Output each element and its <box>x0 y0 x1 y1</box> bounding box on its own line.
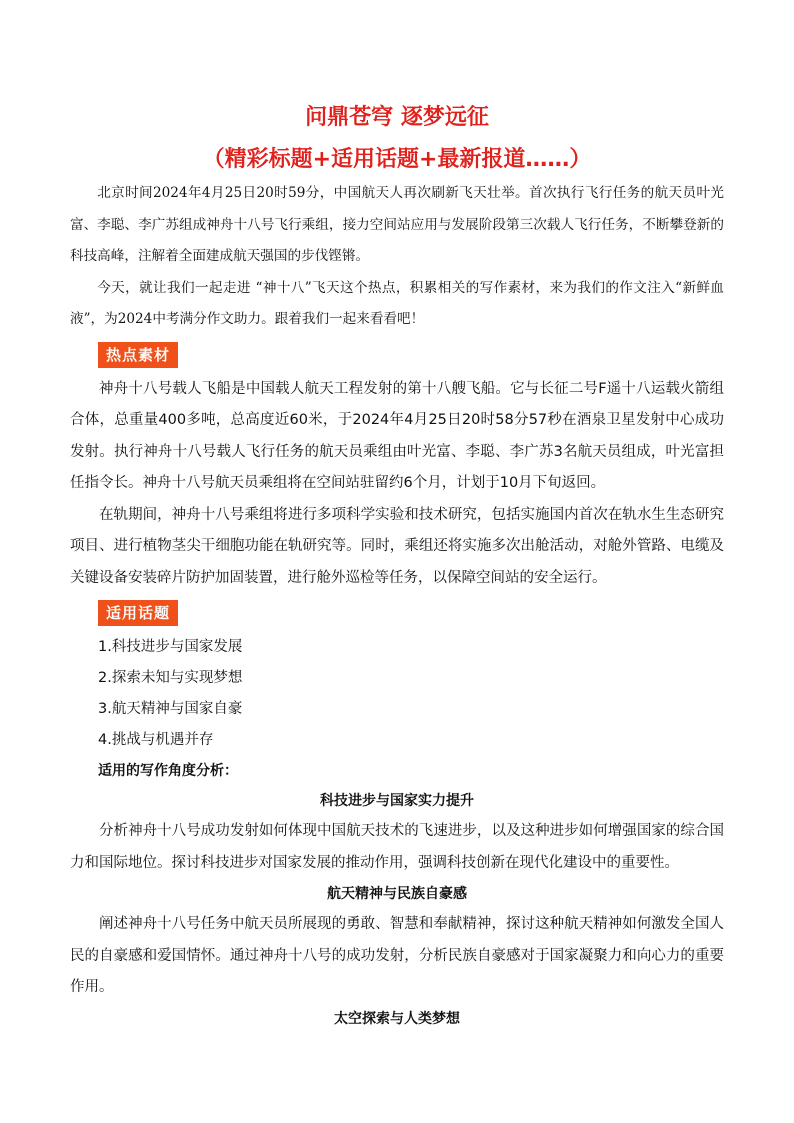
angle-heading-3: 太空探索与人类梦想 <box>334 1010 460 1027</box>
angle-paragraph-1: 分析神舟十八号成功发射如何体现中国航天技术的飞速进步，以及这种进步如何增强国家的综合国力和国际地位。探讨科技进步对国家发展的推动作用，强调科技创新在现代化建设中的重要性。 <box>70 823 724 871</box>
topic-item: 3.航天精神与国家自豪 <box>98 701 243 717</box>
angle-heading-2: 航天精神与民族自豪感 <box>327 886 467 902</box>
topic-list <box>70 632 724 756</box>
intro-paragraph-2: 今天，就让我们一起走进 “神十八”飞天这个热点，积累相关的写作素材，来为我们的作文注入“新鲜血液”，为2024中考满分作文助力。跟着我们一起来看看吧！ <box>70 279 724 327</box>
hot-material-tag: 热点素材 <box>98 342 178 368</box>
topic-item: 2.探索未知与实现梦想 <box>98 670 243 686</box>
topic-item: 4.挑战与机遇并存 <box>98 732 214 748</box>
page-title: 问鼎苍穹 逐梦远征 <box>305 105 489 130</box>
angle-paragraph-2: 阐述神舟十八号任务中航天员所展现的勇敢、智慧和奉献精神，探讨这种航天精神如何激发全国人民的自豪感和爱国情怀。通过神舟十八号的成功发射，分析民族自豪感对于国家凝聚力和向心力的重要作用。 <box>70 916 724 995</box>
topics-tag: 适用话题 <box>98 600 178 626</box>
angle-heading-1: 科技进步与国家实力提升 <box>320 793 474 809</box>
page-subtitle: （精彩标题+适用话题+最新报道……） <box>202 147 592 172</box>
intro-paragraph-1: 北京时间2024年4月25日20时59分，中国航天人再次刷新飞天壮举。首次执行飞行任务的航天员叶光富、李聪、李广苏组成神舟十八号飞行乘组，接力空间站应用与发展阶段第三次载人飞行任务，不断攀登新的科技高峰，注解着全面建成航天强国的步伐铿锵。 <box>70 185 724 264</box>
writing-angle-title: 适用的写作角度分析： <box>98 763 238 779</box>
topic-item: 1.科技进步与国家发展 <box>98 639 243 655</box>
document-body <box>70 178 724 1034</box>
hot-material-paragraph-1: 神舟十八号载人飞船是中国载人航天工程发射的第十八艘飞船。它与长征二号F遥十八运载火箭组合体，总重量400多吨，总高度近60米，于2024年4月25日20时58分57秒在酒泉卫星发射中心成功发射。执行神舟十八号载人飞行任务的航天员乘组由叶光富、李聪、李广苏3名航天员组成，叶光富担任指令长。神舟十八号航天员乘组将在空间站驻留约6个月，计划于10月下旬返回。 <box>70 380 724 491</box>
hot-material-paragraph-2: 在轨期间，神舟十八号乘组将进行多项科学实验和技术研究，包括实施国内首次在轨水生生态研究项目、进行植物茎尖干细胞功能在轨研究等。同时，乘组还将实施多次出舱活动，对舱外管路、电缆及关键设备安装碎片防护加固装置，进行舱外巡检等任务，以保障空间站的安全运行。 <box>70 506 724 586</box>
